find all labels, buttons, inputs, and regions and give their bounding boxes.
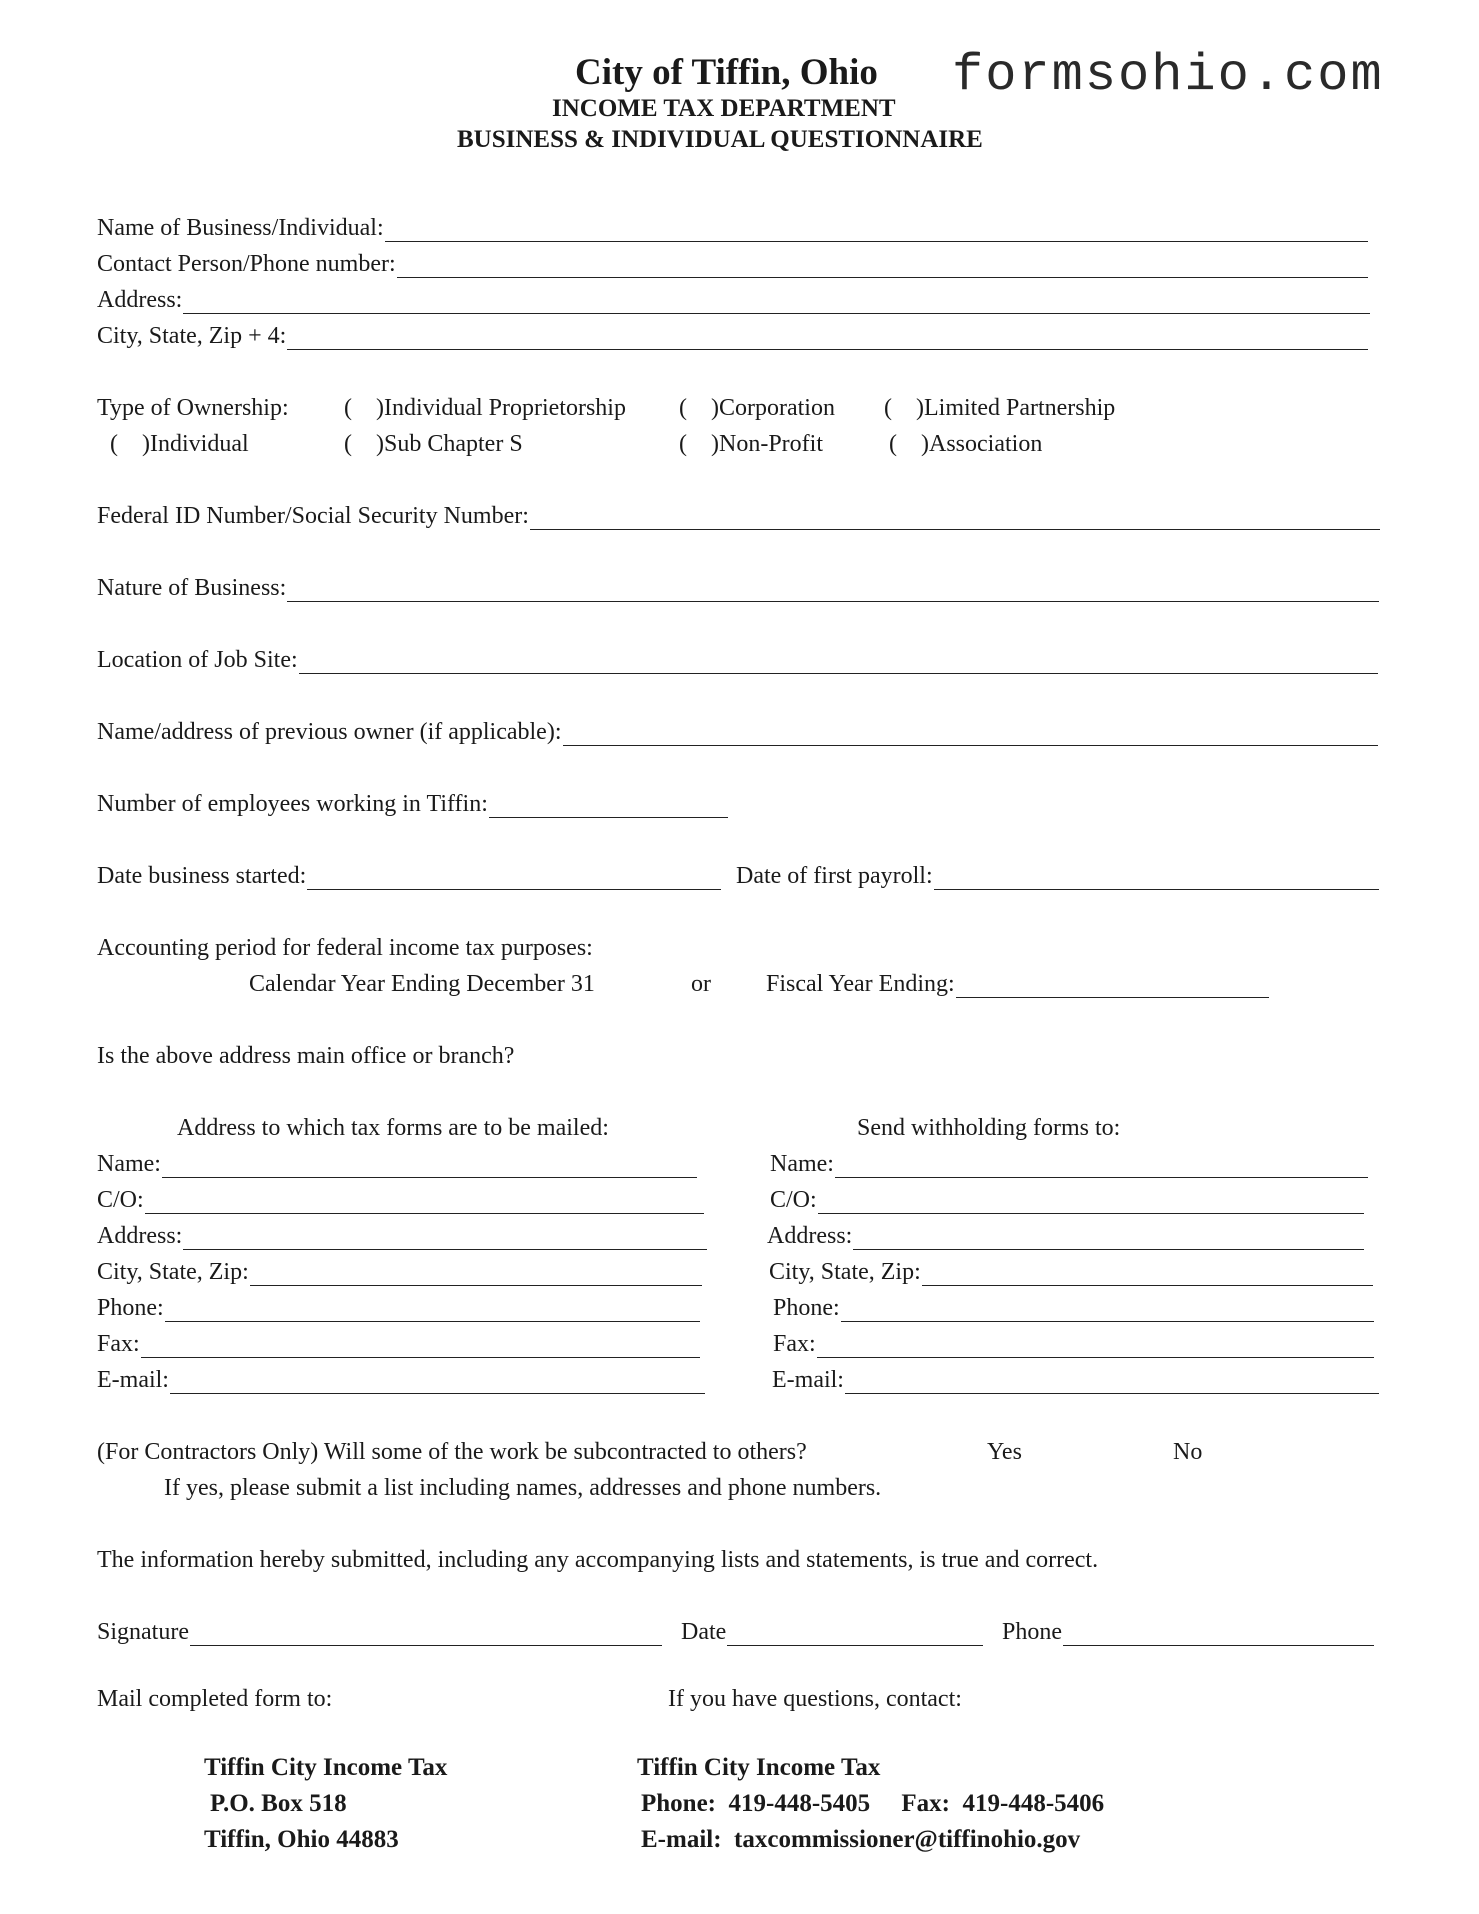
checkbox-paren: ( (344, 431, 352, 457)
signature-date-label: Date (681, 1619, 727, 1645)
previous-owner-field[interactable] (97, 718, 1378, 746)
checkbox-paren: ( (884, 395, 892, 421)
mail-name-label: Name: (97, 1151, 161, 1177)
withholding-phone-field[interactable] (773, 1294, 1374, 1322)
checkbox-paren: ( (110, 431, 118, 457)
signature-label: Signature (97, 1619, 189, 1645)
employees-field[interactable] (97, 790, 728, 818)
ownership-option-label: )Limited Partnership (916, 395, 1116, 421)
certification-text: The information hereby submitted, including any accompanying lists and statements, is true and correct. (97, 1547, 1099, 1573)
ownership-option-sub-chapter-s[interactable] (344, 430, 523, 458)
name-field[interactable] (97, 214, 1368, 242)
withholding-email-label: E-mail: (772, 1367, 844, 1393)
nature-of-business-field[interactable] (97, 574, 1379, 602)
fiscal-year-field[interactable] (766, 970, 1269, 998)
contractors-yes-option[interactable]: Yes (987, 1439, 1022, 1465)
mail-city-label: City, State, Zip: (97, 1259, 249, 1285)
ownership-option-label: )Sub Chapter S (376, 431, 523, 457)
contractors-no-option[interactable]: No (1173, 1439, 1203, 1465)
federal-id-field[interactable] (97, 502, 1380, 530)
mail-fax-label: Fax: (97, 1331, 140, 1357)
contractors-question: (For Contractors Only) Will some of the work be subcontracted to others? (97, 1439, 807, 1465)
checkbox-paren: ( (344, 395, 352, 421)
mail-address-label: Address: (97, 1223, 183, 1249)
mail-name-field[interactable] (97, 1150, 697, 1178)
nature-of-business-label: Nature of Business: (97, 575, 287, 601)
ownership-option-individual[interactable] (110, 430, 249, 458)
name-label: Name of Business/Individual: (97, 215, 384, 241)
contact-label: If you have questions, contact: (668, 1686, 962, 1712)
accounting-label: Accounting period for federal income tax purposes: (97, 935, 593, 961)
mail-co-field[interactable] (97, 1186, 704, 1214)
city-state-zip-label: City, State, Zip + 4: (97, 323, 287, 349)
mail-address-field[interactable] (97, 1222, 707, 1250)
mail-to-label: Mail completed form to: (97, 1686, 333, 1712)
job-site-label: Location of Job Site: (97, 647, 298, 673)
date-started-label: Date business started: (97, 863, 307, 889)
first-payroll-field[interactable] (736, 862, 1379, 890)
ownership-option-label: )Non-Profit (711, 431, 823, 457)
ownership-option-limited-partnership[interactable] (884, 394, 1115, 422)
mail-email-label: E-mail: (97, 1367, 169, 1393)
form-title: BUSINESS & INDIVIDUAL QUESTIONNAIRE (457, 126, 983, 153)
mail-to-line-3: Tiffin, Ohio 44883 (204, 1826, 399, 1853)
mail-to-line-1: Tiffin City Income Tax (204, 1754, 448, 1781)
withholding-fax-label: Fax: (773, 1331, 816, 1357)
or-text: or (691, 971, 711, 997)
contact-phone-fax: Phone: 419-448-5405 Fax: 419-448-5406 (641, 1790, 1105, 1817)
ownership-option-corporation[interactable] (679, 394, 835, 422)
mail-email-field[interactable] (97, 1366, 705, 1394)
address-label: Address: (97, 287, 183, 313)
department-title: INCOME TAX DEPARTMENT (552, 95, 896, 122)
ownership-option-label: )Corporation (711, 395, 835, 421)
withholding-fax-field[interactable] (773, 1330, 1374, 1358)
federal-id-label: Federal ID Number/Social Security Number: (97, 503, 529, 529)
withholding-name-label: Name: (770, 1151, 834, 1177)
contact-field[interactable] (97, 250, 1368, 278)
previous-owner-label: Name/address of previous owner (if applicable): (97, 719, 562, 745)
signature-field[interactable] (97, 1618, 662, 1646)
contact-label: Contact Person/Phone number: (97, 251, 396, 277)
withholding-address-field[interactable] (767, 1222, 1364, 1250)
mail-phone-field[interactable] (97, 1294, 700, 1322)
ownership-option-label: )Individual Proprietorship (376, 395, 626, 421)
mail-to-line-2: P.O. Box 518 (210, 1790, 347, 1817)
withholding-city-label: City, State, Zip: (769, 1259, 921, 1285)
address-field[interactable] (97, 286, 1370, 314)
mail-phone-label: Phone: (97, 1295, 164, 1321)
calendar-year-option[interactable]: Calendar Year Ending December 31 (249, 971, 595, 997)
city-title: City of Tiffin, Ohio (575, 52, 878, 93)
ownership-option-association[interactable] (889, 430, 1042, 458)
contact-name: Tiffin City Income Tax (637, 1754, 881, 1781)
contractors-note: If yes, please submit a list including names, addresses and phone numbers. (164, 1475, 882, 1501)
first-payroll-label: Date of first payroll: (736, 863, 933, 889)
mail-co-label: C/O: (97, 1187, 144, 1213)
withholding-co-field[interactable] (770, 1186, 1364, 1214)
watermark: formsohio.com (952, 46, 1384, 105)
mail-fax-field[interactable] (97, 1330, 700, 1358)
contact-email[interactable]: E-mail: taxcommissioner@tiffinohio.gov (641, 1826, 1081, 1853)
job-site-field[interactable] (97, 646, 1378, 674)
ownership-option-label: )Individual (142, 431, 249, 457)
withholding-name-field[interactable] (770, 1150, 1368, 1178)
ownership-label: Type of Ownership: (97, 395, 289, 421)
checkbox-paren: ( (679, 431, 687, 457)
signature-date-field[interactable] (681, 1618, 983, 1646)
main-office-question: Is the above address main office or branch? (97, 1043, 515, 1069)
withholding-phone-label: Phone: (773, 1295, 840, 1321)
city-state-zip-field[interactable] (97, 322, 1368, 350)
ownership-option-non-profit[interactable] (679, 430, 823, 458)
checkbox-paren: ( (889, 431, 897, 457)
withholding-co-label: C/O: (770, 1187, 817, 1213)
withholding-address-label: Address: (767, 1223, 853, 1249)
mailing-right-title: Send withholding forms to: (857, 1115, 1121, 1141)
mail-city-field[interactable] (97, 1258, 702, 1286)
withholding-city-field[interactable] (769, 1258, 1373, 1286)
signature-phone-label: Phone (1002, 1619, 1062, 1645)
checkbox-paren: ( (679, 395, 687, 421)
employees-label: Number of employees working in Tiffin: (97, 791, 488, 817)
ownership-option-label: )Association (921, 431, 1043, 457)
signature-phone-field[interactable] (1002, 1618, 1374, 1646)
mailing-left-title: Address to which tax forms are to be mailed: (177, 1115, 609, 1141)
fiscal-year-label: Fiscal Year Ending: (766, 971, 955, 997)
withholding-email-field[interactable] (772, 1366, 1379, 1394)
ownership-option-individual-proprietorship[interactable] (344, 394, 626, 422)
date-started-field[interactable] (97, 862, 721, 890)
